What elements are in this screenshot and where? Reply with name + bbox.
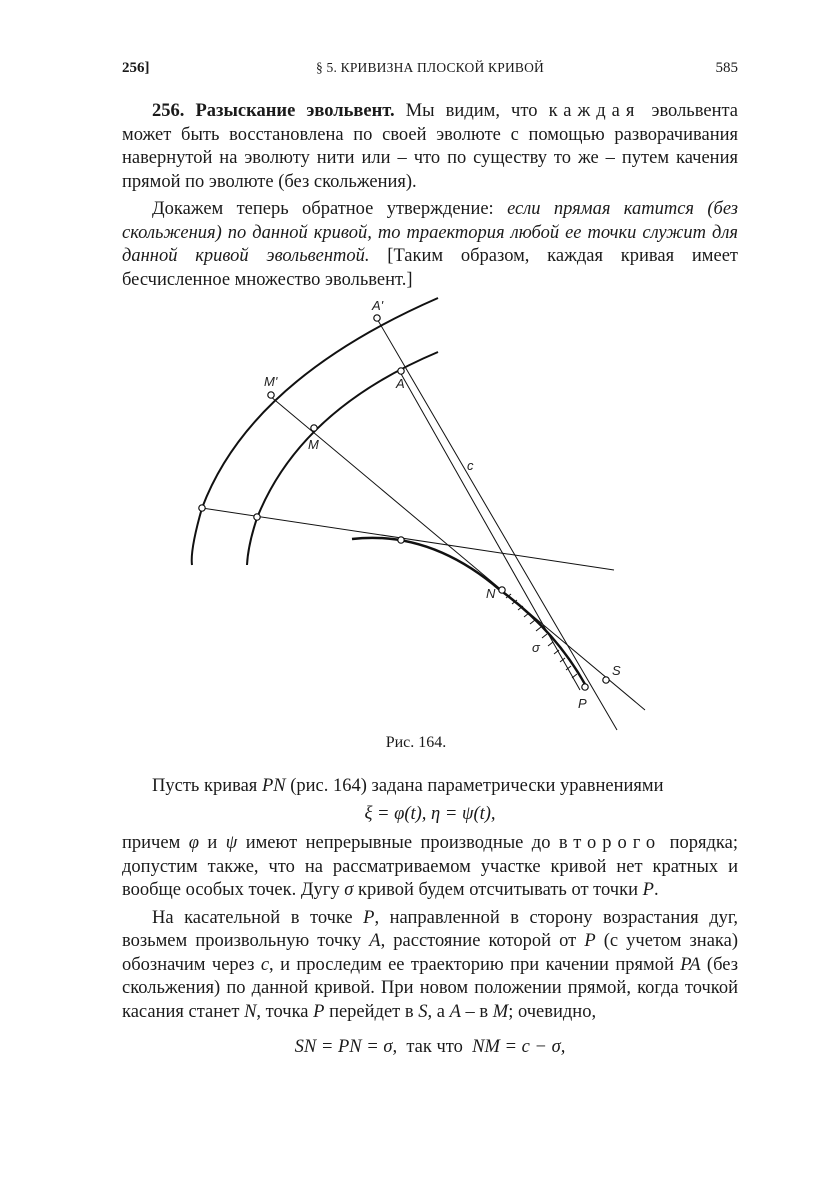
text-run: – в	[460, 1001, 493, 1022]
math-S: S	[418, 1001, 428, 1022]
math-P: P	[584, 931, 596, 951]
label-A-prime: A'	[372, 298, 384, 313]
paragraph-construction	[122, 907, 738, 1025]
paragraph-theorem	[122, 198, 738, 292]
text-run: Докажем теперь обратное утверждение:	[152, 199, 508, 219]
point-A-prime	[374, 315, 380, 321]
formula-connector: так что	[397, 1037, 473, 1057]
text-run: ; очевидно,	[508, 1001, 597, 1022]
header-page-number: 585	[715, 60, 738, 76]
label-M: M	[308, 437, 319, 452]
point-tangent	[398, 537, 404, 543]
line-M-prime-through-N	[270, 396, 645, 710]
text-run: порядка; допустим также, что на рассматриваемом участке кривой нет кратных и вообще особых точек. Дугу	[122, 833, 738, 900]
label-A: A	[396, 376, 405, 391]
math-A: A	[449, 1001, 461, 1022]
header-chapter-title: § 5. КРИВИЗНА ПЛОСКОЙ КРИВОЙ	[315, 60, 544, 75]
text-run: .	[653, 880, 659, 900]
text-run: , точка	[256, 1001, 314, 1022]
spaced-word: второго	[558, 833, 662, 853]
text-run: перейдет в	[324, 1001, 419, 1022]
text-run: На касательной в точке	[152, 907, 364, 928]
text-run: и	[198, 833, 226, 853]
formula-rhs: NM = c − σ,	[472, 1037, 566, 1057]
text-run: (с учетом знака) обозначим через	[122, 931, 738, 975]
section-heading: 256. Разыскание эвольвент.	[152, 101, 395, 121]
math-PN: PN	[261, 776, 286, 796]
spaced-word: каждая	[548, 101, 641, 121]
math-N: N	[244, 1001, 257, 1022]
point-A	[398, 368, 404, 374]
header-section-number: 256]	[122, 60, 150, 76]
point-S	[603, 677, 609, 683]
top-text-block	[122, 100, 738, 292]
text-run: эвольвента может быть восстановлена по своей эволюте с помощью разворачивания навернутой на эволюту нити или – что по существу то же – путем качения прямой по эволюте (без скольжения).	[122, 101, 738, 192]
text-run: , расстояние которой от	[380, 931, 585, 951]
figure-164	[170, 290, 660, 740]
paragraph-intro	[122, 100, 738, 194]
theorem-statement: если прямая катится (без скольжения) по данной кривой, то траектория любой ее точки служит для данной кривой эвольвентой.	[122, 199, 739, 266]
figure-caption: Рис. 164.	[385, 734, 447, 751]
math-phi: φ	[188, 833, 199, 853]
math-P: P	[313, 1001, 325, 1022]
point-outer-lower	[199, 505, 205, 511]
text-run: , направленной в сторону возрастания дуг, возьмем произвольную точку	[122, 907, 738, 951]
point-M-prime	[268, 392, 274, 398]
paragraph-conditions	[122, 832, 738, 903]
label-c: c	[467, 458, 474, 473]
point-P	[582, 684, 588, 690]
math-psi: ψ	[225, 833, 238, 853]
paragraph-parametric	[122, 775, 738, 799]
running-header	[122, 60, 738, 84]
text-run: кривой будем отсчитывать от точки	[353, 880, 643, 900]
text-run: (без скольжения) по данной кривой. При новом положении прямой, когда точкой касания станет	[122, 954, 738, 1022]
math-c: c	[260, 954, 270, 975]
tangent-line-lower	[202, 508, 614, 570]
math-sigma: σ	[344, 880, 354, 900]
text-run: [Таким образом, каждая кривая имеет бесчисленное множество эвольвент.]	[122, 246, 738, 290]
formula-arc-length	[122, 1036, 738, 1060]
label-sigma: σ	[532, 640, 540, 655]
text-run: причем	[122, 833, 189, 853]
point-inner-lower	[254, 514, 260, 520]
label-M-prime: M'	[264, 374, 278, 389]
point-N	[499, 587, 505, 593]
line-A-prime-to-P	[376, 317, 617, 730]
math-P: P	[363, 907, 375, 928]
bottom-text-block	[122, 775, 738, 1060]
formula-parametric: ξ = φ(t), η = ψ(t),	[364, 803, 496, 824]
label-N: N	[486, 586, 496, 601]
text-run: , и проследим ее траекторию при качении прямой	[269, 954, 681, 975]
label-S: S	[612, 663, 621, 678]
line-c	[400, 372, 580, 690]
math-A: A	[369, 931, 381, 951]
math-P: P	[642, 880, 654, 900]
point-M	[311, 425, 317, 431]
text-run: , а	[427, 1001, 450, 1022]
formula-lhs: SN = PN = σ,	[294, 1037, 398, 1057]
math-M: M	[492, 1001, 509, 1022]
math-PA: PA	[680, 954, 701, 975]
text-run: Мы видим, что	[394, 101, 549, 121]
text-run: (рис. 164) задана параметрически уравнениями	[285, 776, 664, 796]
label-P: P	[578, 696, 587, 711]
text-run: имеют непрерывные производные до	[237, 833, 559, 853]
text-run: Пусть кривая	[152, 776, 262, 796]
